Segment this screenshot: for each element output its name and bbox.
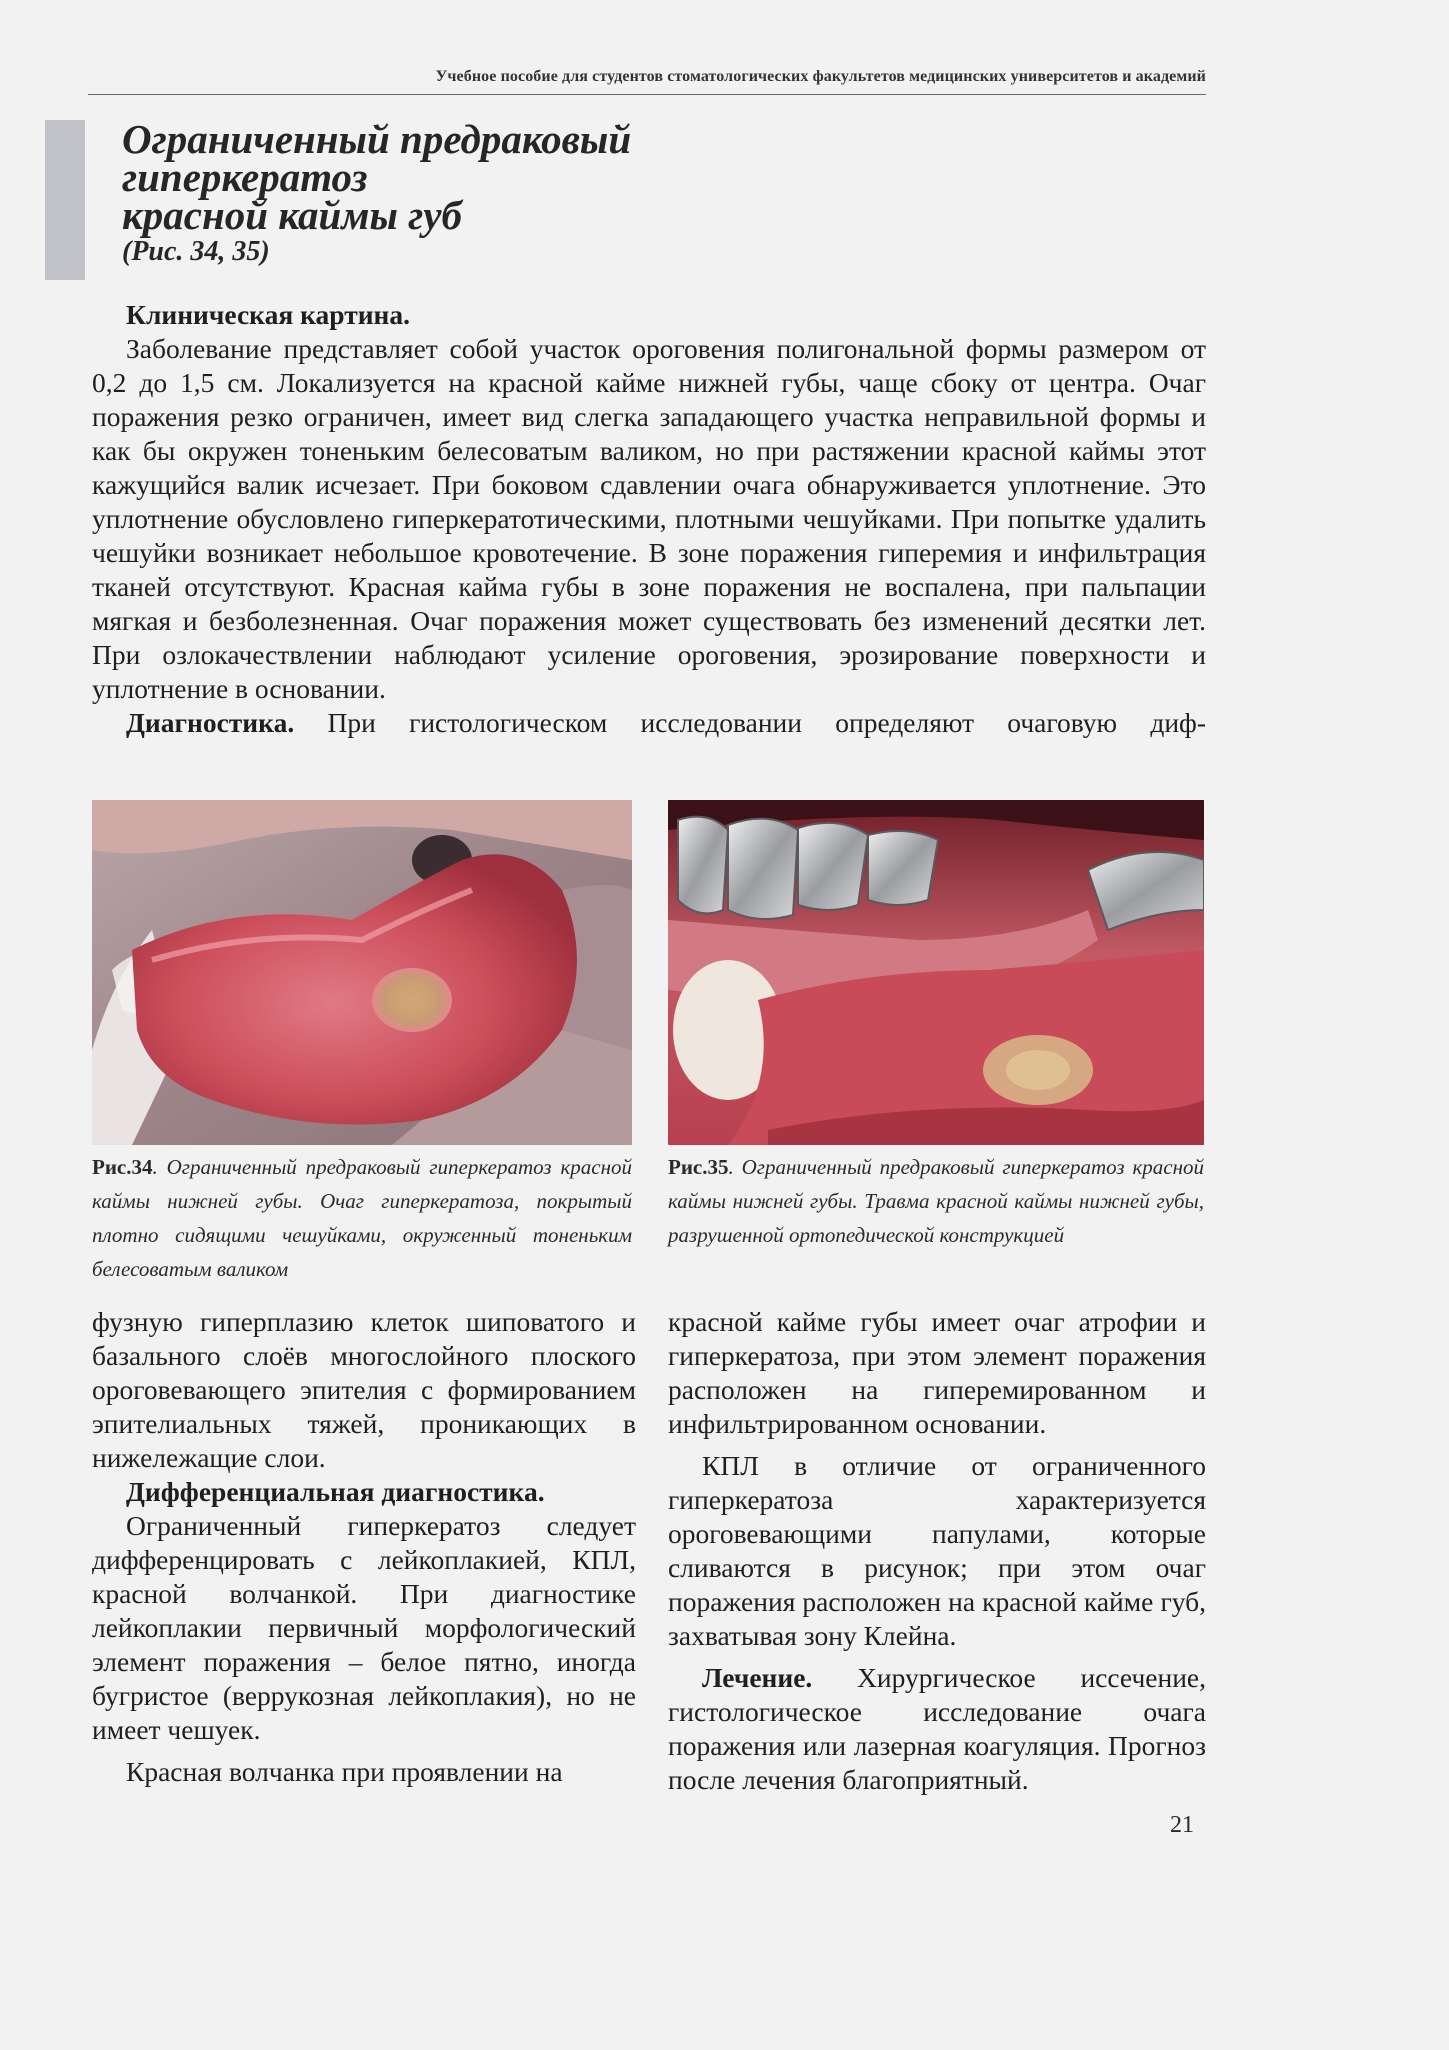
title-line-2: гиперкератоз <box>122 154 368 200</box>
title-accent-bar <box>45 120 85 280</box>
lip-photo-illustration <box>92 800 632 1145</box>
figure-34-caption-text: . Ограниченный предраковый гиперкератоз красной каймы нижней губы. Очаг гиперкератоза, покрытый плотно сидящими чешуйками, окруженный тоненьким белесоватым валиком <box>92 1155 632 1281</box>
diagnostics-lead: При гистологическом исследовании определяют очаговую диф- <box>327 707 1207 738</box>
figure-35-photo <box>668 800 1204 1145</box>
left-column <box>92 1305 636 1789</box>
treatment-heading: Лечение. <box>702 1662 813 1693</box>
diagnostics-continuation: фузную гиперплазию клеток шиповатого и базального слоёв многослойного плоского ороговевающего эпителия с формированием эпителиальных тяжей, проникающих в нижележащие слои. <box>92 1306 636 1473</box>
section-title <box>122 116 762 270</box>
differential-p1: Ограниченный гиперкератоз следует дифференцировать с лейкоплакией, КПЛ, красной волчанкой. При диагностике лейкоплакии первичный морфологический элемент поражения – белое пятно, иногда бугристое (веррукозная лейкоплакия), но не имеет чешуек. <box>92 1510 636 1745</box>
clinical-heading: Клиническая картина. <box>126 299 411 330</box>
title-line-3: красной каймы губ <box>122 192 462 238</box>
title-line-1: Ограниченный предраковый <box>122 116 632 162</box>
figure-34-label: Рис.34 <box>92 1155 153 1179</box>
differential-heading: Дифференциальная диагностика. <box>126 1476 545 1507</box>
diagnostics-heading: Диагностика. <box>126 707 295 738</box>
figure-35-caption <box>668 1150 1204 1252</box>
figure-35-caption-text: . Ограниченный предраковый гиперкератоз красной каймы нижней губы. Травма красной каймы нижней губы, разрушенной ортопедической конструкцией <box>668 1155 1204 1247</box>
figure-34-caption <box>92 1150 632 1286</box>
page-number: 21 <box>1170 1812 1194 1838</box>
differential-p3: КПЛ в отличие от ограниченного гиперкератоза характеризуется ороговевающими папулами, которые сливаются в рисунок; при этом очаг поражения расположен на красной кайме губ, захватывая зону Клейна. <box>668 1450 1206 1651</box>
treatment-paragraph <box>668 1661 1206 1797</box>
differential-p2: Красная волчанка при проявлении на <box>126 1756 563 1787</box>
right-column <box>668 1305 1206 1797</box>
treatment-body: Хирургическое иссечение, гистологическое исследование очага поражения или лазерная коагуляция. Прогноз после лечения благоприятный. <box>668 1662 1206 1795</box>
diagnostics-paragraph <box>92 706 1206 740</box>
figure-34-photo <box>92 800 632 1145</box>
differential-p2-continuation: красной кайме губы имеет очаг атрофии и гиперкератоза, при этом элемент поражения расположен на гиперемированном и инфильтрированном основании. <box>668 1306 1206 1439</box>
dental-photo-illustration <box>668 800 1204 1145</box>
running-head: Учебное пособие для студентов стоматологических факультетов медицинских университетов и академий <box>435 68 1206 85</box>
clinical-section <box>92 298 1206 740</box>
title-figure-reference: (Рис. 34, 35) <box>122 236 270 267</box>
figure-35-label: Рис.35 <box>668 1155 729 1179</box>
clinical-body: Заболевание представляет собой участок ороговения полигональной формы размером от 0,2 до 1,5 см. Локализуется на красной кайме нижней губы, чаще сбоку от центра. Очаг поражения резко ограничен, имеет вид слегка западающего участка неправильной формы и как бы окружен тоненьким белесоватым валиком, но при растяжении красной каймы этот кажущийся валик исчезает. При боковом сдавлении очага обнаруживается уплотнение. Это уплотнение обусловлено гиперкератотическими, плотными чешуйками. При попытке удалить чешуйки возникает небольшое кровотечение. В зоне поражения гиперемия и инфильтрация тканей отсутствуют. Красная кайма губы в зоне поражения не воспалена, при пальпации мягкая и безболезненная. Очаг поражения может существовать без изменений десятки лет. При озлокачествлении наблюдают усиление ороговения, эрозирование поверхности и уплотнение в основании. <box>92 333 1206 704</box>
header-rule <box>88 94 1206 95</box>
